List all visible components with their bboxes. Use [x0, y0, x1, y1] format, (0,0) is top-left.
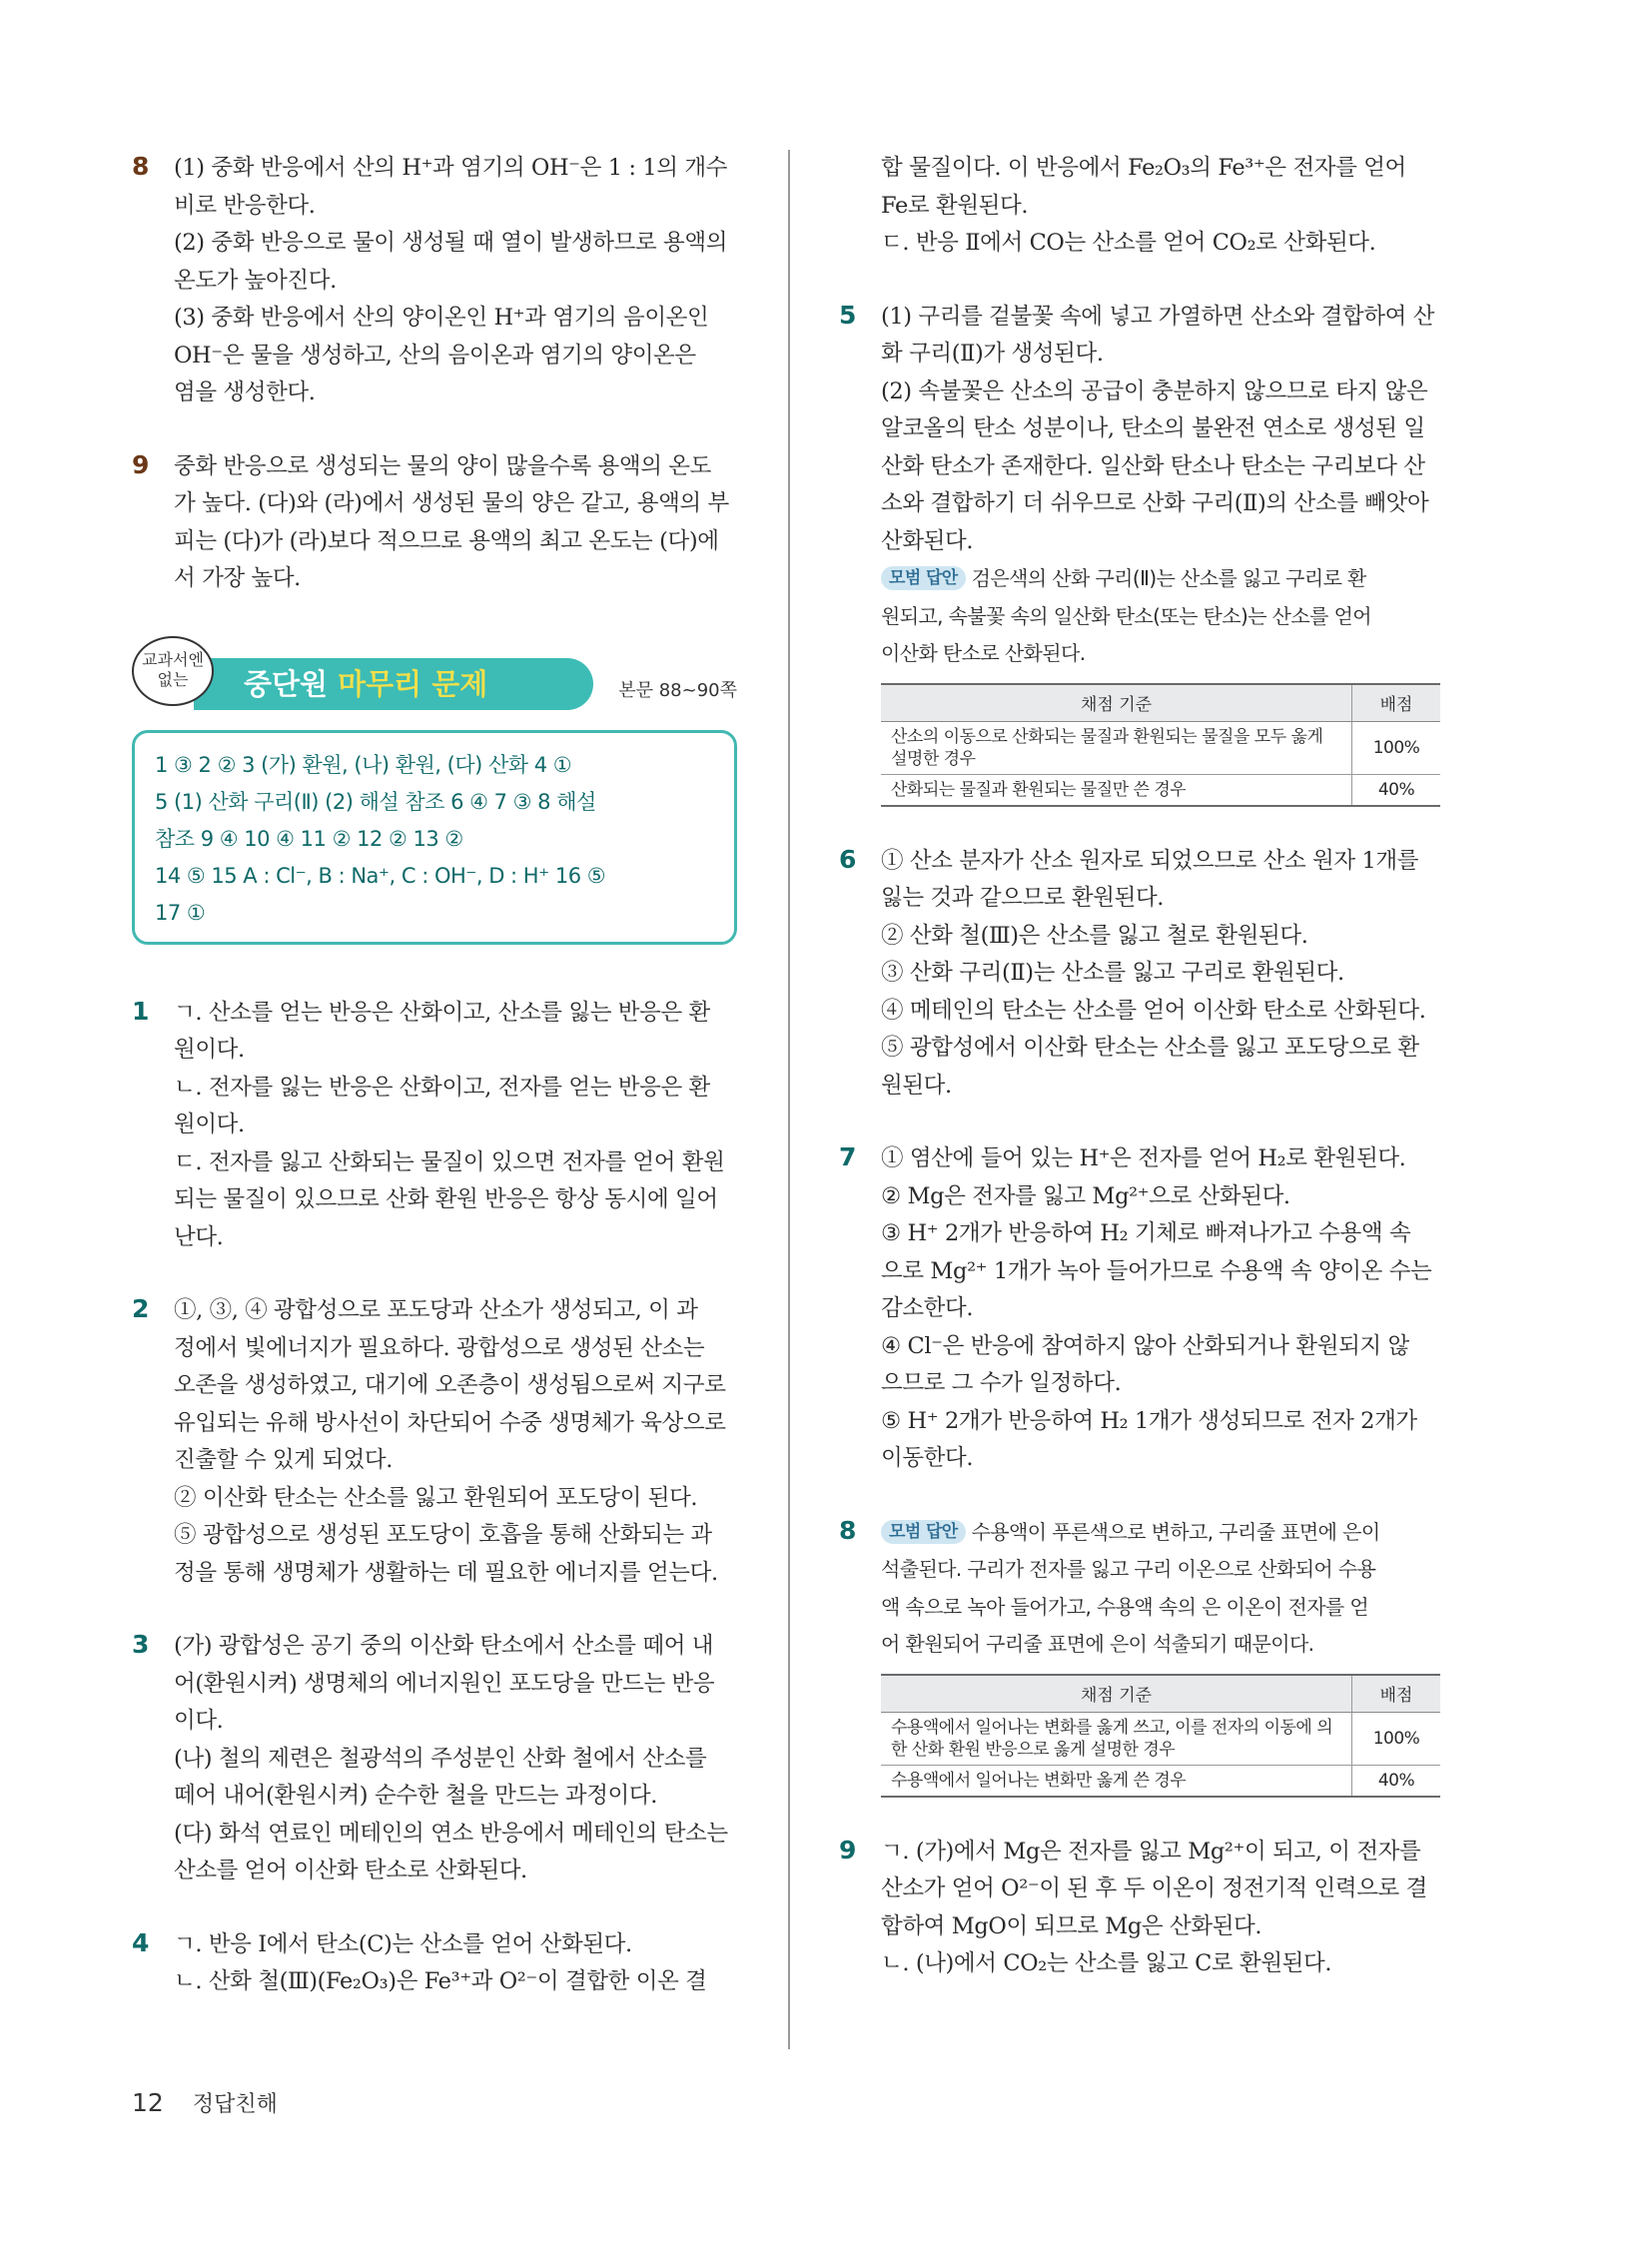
text-line: ⑤ 광합성으로 생성된 포도당이 호흡을 통해 산화되는 과 — [174, 1522, 712, 1548]
model-answer-line: 석출된다. 구리가 전자를 잃고 구리 이온으로 산화되어 수용 — [881, 1557, 1376, 1581]
text-line: 유입되는 유해 방사선이 차단되어 수중 생명체가 육상으로 — [174, 1409, 726, 1436]
item-prev-8 — [132, 150, 737, 412]
item-8 — [839, 1514, 1438, 1798]
item-2 — [132, 1292, 737, 1592]
text-line: 염을 생성한다. — [174, 379, 316, 405]
text-line: 비로 반응한다. — [174, 192, 316, 219]
text-line: ④ 메테인의 탄소는 산소를 얻어 이산화 탄소로 산화된다. — [881, 997, 1426, 1024]
item-9 — [839, 1834, 1438, 1983]
item-3 — [132, 1628, 737, 1890]
item-text — [174, 995, 737, 1257]
left-column — [132, 150, 737, 2037]
text-line: 온도가 높아진다. — [174, 267, 337, 294]
score-cell: 40% — [1352, 774, 1441, 806]
answers-row: 참조 9 ④ 10 ④ 11 ② 12 ② 13 ② — [155, 826, 463, 851]
item-number: 9 — [132, 449, 150, 479]
text-line: 산소가 얻어 O²⁻이 된 후 두 이온이 정전기적 인력으로 결 — [881, 1875, 1427, 1901]
text-line: ① 염산에 들어 있는 H⁺은 전자를 얻어 H₂로 환원된다. — [881, 1145, 1406, 1171]
item-text — [881, 299, 1438, 807]
text-line: 서 가장 높다. — [174, 565, 301, 591]
text-line: 소와 결합하기 더 쉬우므로 산화 구리(Ⅱ)의 산소를 빼앗아 — [881, 490, 1429, 516]
bubble-line: 없는 — [157, 669, 189, 689]
item-5 — [839, 299, 1438, 807]
answers-row: 17 ① — [155, 900, 206, 925]
item-number: 3 — [132, 1630, 150, 1659]
text-line: (다) 화석 연료인 메테인의 연소 반응에서 메테인의 탄소는 — [174, 1820, 728, 1847]
text-line: 알코올의 탄소 성분이나, 탄소의 불완전 연소로 생성된 일 — [881, 415, 1425, 441]
table-row — [881, 721, 1440, 774]
item-text — [174, 1628, 737, 1890]
table-header-score: 배점 — [1352, 1675, 1441, 1713]
table-row — [881, 1765, 1440, 1797]
score-cell: 100% — [1352, 721, 1441, 774]
text-line: ㄴ. 산화 철(Ⅲ)(Fe₂O₃)은 Fe³⁺과 O²⁻이 결합한 이온 결 — [174, 1968, 707, 1994]
text-line: 산화된다. — [881, 527, 974, 554]
item-number: 4 — [132, 1927, 150, 1957]
text-line: (1) 중화 반응에서 산의 H⁺과 염기의 OH⁻은 1 : 1의 개수 — [174, 155, 728, 181]
item-number: 7 — [839, 1142, 857, 1171]
text-line: (2) 중화 반응으로 물이 생성될 때 열이 발생하므로 용액의 — [174, 230, 728, 256]
text-line: (2) 속불꽃은 산소의 공급이 충분하지 않으므로 타지 않은 — [881, 377, 1428, 404]
text-line: 합 물질이다. 이 반응에서 Fe₂O₃의 Fe³⁺은 전자를 얻어 — [881, 155, 1406, 181]
criteria-cell: 수용액에서 일어나는 변화만 옳게 쓴 경우 — [881, 1765, 1352, 1797]
text-line: 화 구리(Ⅱ)가 생성된다. — [881, 341, 1104, 367]
text-line: 이동한다. — [881, 1445, 974, 1471]
table-header-criteria: 채점 기준 — [881, 684, 1352, 722]
text-line: 이다. — [174, 1708, 224, 1734]
item-1 — [132, 995, 737, 1257]
text-line: ② 산화 철(Ⅲ)은 산소를 잃고 철로 환원된다. — [881, 922, 1308, 949]
text-line: ㄷ. 반응 Ⅱ에서 CO는 산소를 얻어 CO₂로 산화된다. — [881, 230, 1376, 256]
item-text — [881, 843, 1438, 1106]
item-text — [174, 1292, 737, 1592]
model-answer-text: 수용액이 푸른색으로 변하고, 구리줄 표면에 은이 — [971, 1519, 1380, 1544]
text-line: 되는 물질이 있으므로 산화 환원 반응은 항상 동시에 일어 — [174, 1186, 718, 1212]
text-line: OH⁻은 물을 생성하고, 산의 음이온과 염기의 양이온은 — [174, 342, 696, 369]
text-line: ①, ③, ④ 광합성으로 포도당과 산소가 생성되고, 이 과 — [174, 1297, 698, 1323]
text-line: 정을 통해 생명체가 생활하는 데 필요한 에너지를 얻는다. — [174, 1559, 718, 1586]
text-line: 원이다. — [174, 1037, 245, 1063]
text-line: 감소한다. — [881, 1295, 974, 1321]
text-line: ㄱ. 반응 Ⅰ에서 탄소(C)는 산소를 얻어 산화된다. — [174, 1930, 632, 1957]
text-line: ③ 산화 구리(Ⅱ)는 산소를 잃고 구리로 환원된다. — [881, 960, 1344, 986]
text-line: 산화 탄소가 존재한다. 일산화 탄소나 탄소는 구리보다 산 — [881, 452, 1425, 479]
text-line: ㄱ. (가)에서 Mg은 전자를 잃고 Mg²⁺이 되고, 이 전자를 — [881, 1838, 1421, 1865]
text-line: 으므로 그 수가 일정하다. — [881, 1370, 1122, 1396]
model-answer-line: 원되고, 속불꽃 속의 일산화 탄소(또는 탄소)는 산소를 얻어 — [881, 603, 1372, 628]
text-line: 원된다. — [881, 1072, 952, 1099]
page-reference: 본문 88~90쪽 — [618, 679, 737, 701]
item-text — [881, 1514, 1438, 1798]
page-number: 12 — [132, 2088, 164, 2117]
criteria-cell: 수용액에서 일어나는 변화를 옳게 쓰고, 이를 전자의 이동에 의한 산화 환원 반응으로 옳게 설명한 경우 — [881, 1712, 1352, 1765]
text-line: 진출할 수 있게 되었다. — [174, 1447, 394, 1473]
criteria-cell: 산화되는 물질과 환원되는 물질만 쓴 경우 — [881, 774, 1352, 806]
model-answer-badge: 모범 답안 — [881, 566, 966, 590]
text-line: (1) 구리를 겉불꽃 속에 넣고 가열하면 산소와 결합하여 산 — [881, 303, 1435, 330]
answers-row: 1 ③ 2 ② 3 (가) 환원, (나) 환원, (다) 산화 4 ① — [155, 752, 572, 777]
text-line: 피는 (다)가 (라)보다 적으므로 용액의 최고 온도는 (다)에 — [174, 527, 719, 554]
text-line: 중화 반응으로 생성되는 물의 양이 많을수록 용액의 온도 — [174, 452, 711, 479]
answers-row: 14 ⑤ 15 A : Cl⁻, B : Na⁺, C : OH⁻, D : H⁺ 16 ⑤ — [155, 863, 606, 888]
answers-row: 5 (1) 산화 구리(Ⅱ) (2) 해설 참조 6 ④ 7 ③ 8 해설 — [155, 789, 596, 814]
item-text — [881, 1834, 1438, 1983]
text-line: ① 산소 분자가 산소 원자로 되었으므로 산소 원자 1개를 — [881, 847, 1419, 874]
model-answer-line: 어 환원되어 구리줄 표면에 은이 석출되기 때문이다. — [881, 1632, 1314, 1656]
scoring-table — [881, 1674, 1440, 1798]
item-number: 6 — [839, 844, 857, 874]
table-row — [881, 1712, 1440, 1765]
text-line: ③ H⁺ 2개가 반응하여 H₂ 기체로 빠져나가고 수용액 속 — [881, 1220, 1411, 1246]
item-text — [174, 1926, 737, 2001]
item-number: 8 — [132, 152, 150, 181]
model-answer-line — [881, 560, 1438, 598]
model-answer-line: 액 속으로 녹아 들어가고, 수용액 속의 은 이온이 전자를 얻 — [881, 1594, 1369, 1619]
text-line: ② 이산화 탄소는 산소를 잃고 환원되어 포도당이 된다. — [174, 1484, 698, 1511]
text-line: (3) 중화 반응에서 산의 양이온인 H⁺과 염기의 음이온인 — [174, 305, 709, 331]
model-answer-line: 이산화 탄소로 산화된다. — [881, 641, 1086, 665]
text-line: ㄴ. (나)에서 CO₂는 산소를 잃고 C로 환원된다. — [881, 1950, 1332, 1976]
textbook-bubble — [132, 636, 214, 706]
table-header-criteria: 채점 기준 — [881, 1675, 1352, 1713]
item-text — [174, 448, 737, 598]
text-line: ② Mg은 전자를 잃고 Mg²⁺으로 산화된다. — [881, 1182, 1290, 1209]
item-number: 2 — [132, 1294, 150, 1323]
text-line: (나) 철의 제련은 철광석의 주성분인 산화 철에서 산소를 — [174, 1745, 707, 1772]
item-4-continued — [839, 150, 1438, 263]
text-line: ㄱ. 산소를 얻는 반응은 산화이고, 산소를 잃는 반응은 환 — [174, 999, 710, 1026]
text-line: ⑤ 광합성에서 이산화 탄소는 산소를 잃고 포도당으로 환 — [881, 1035, 1419, 1061]
text-line: 합하여 MgO이 되므로 Mg은 산화된다. — [881, 1912, 1262, 1939]
text-line: Fe로 환원된다. — [881, 192, 1029, 219]
item-number: 1 — [132, 996, 150, 1026]
item-text — [881, 1140, 1438, 1478]
text-line: ㄴ. 전자를 잃는 반응은 산화이고, 전자를 얻는 반응은 환 — [174, 1074, 710, 1101]
section-title-part: 중단원 — [244, 666, 339, 701]
text-line: 가 높다. (다)와 (라)에서 생성된 물의 양은 같고, 용액의 부 — [174, 490, 729, 516]
quick-answers-box — [132, 730, 737, 945]
bubble-line: 교과서엔 — [142, 649, 204, 669]
item-prev-9 — [132, 448, 737, 598]
table-row — [881, 774, 1440, 806]
text-line: 정에서 빛에너지가 필요하다. 광합성으로 생성된 산소는 — [174, 1334, 705, 1361]
text-line: ㄷ. 전자를 잃고 산화되는 물질이 있으면 전자를 얻어 환원 — [174, 1148, 725, 1175]
text-line: 오존을 생성하였고, 대기에 오존층이 생성됨으로써 지구로 — [174, 1372, 726, 1398]
section-title — [194, 658, 593, 710]
text-line: 잃는 것과 같으므로 환원된다. — [881, 885, 1165, 911]
model-answer-text: 검은색의 산화 구리(Ⅱ)는 산소를 잃고 구리로 환 — [971, 566, 1366, 590]
text-line: 으로 Mg²⁺ 1개가 녹아 들어가므로 수용액 속 양이온 수는 — [881, 1257, 1432, 1284]
text-line: 떼어 내어(환원시켜) 순수한 철을 만드는 과정이다. — [174, 1783, 657, 1809]
text-line: ⑤ H⁺ 2개가 반응하여 H₂ 1개가 생성되므로 전자 2개가 — [881, 1407, 1417, 1434]
score-cell: 100% — [1352, 1712, 1441, 1765]
model-answer-line — [881, 1514, 1438, 1552]
table-header-score: 배점 — [1352, 684, 1441, 722]
item-text — [174, 150, 737, 412]
item-7 — [839, 1140, 1438, 1478]
text-line: ④ Cl⁻은 반응에 참여하지 않아 산화되거나 환원되지 않 — [881, 1332, 1409, 1359]
item-number: 8 — [839, 1515, 857, 1545]
text-line: 산소를 얻어 이산화 탄소로 산화된다. — [174, 1858, 527, 1883]
scoring-table — [881, 683, 1440, 807]
item-number: 5 — [839, 300, 857, 330]
item-6 — [839, 843, 1438, 1106]
text-line: 어(환원시켜) 생명체의 에너지원인 포도당을 만드는 반응 — [174, 1670, 715, 1697]
item-4 — [132, 1926, 737, 2001]
section-header — [132, 649, 737, 730]
criteria-cell: 산소의 이동으로 산화되는 물질과 환원되는 물질을 모두 옳게 설명한 경우 — [881, 721, 1352, 774]
footer-label: 정답친해 — [192, 2092, 278, 2117]
page-footer — [132, 2087, 278, 2118]
text-line: 원이다. — [174, 1112, 245, 1137]
item-number: 9 — [839, 1835, 857, 1865]
text-line: 난다. — [174, 1223, 224, 1250]
model-answer-badge: 모범 답안 — [881, 1520, 966, 1544]
item-text — [881, 150, 1438, 263]
text-line: (가) 광합성은 공기 중의 이산화 탄소에서 산소를 떼어 내 — [174, 1633, 714, 1659]
section-title-highlight: 마무리 문제 — [338, 666, 488, 701]
column-divider — [788, 150, 790, 2049]
score-cell: 40% — [1352, 1765, 1441, 1797]
right-column — [839, 150, 1438, 2019]
